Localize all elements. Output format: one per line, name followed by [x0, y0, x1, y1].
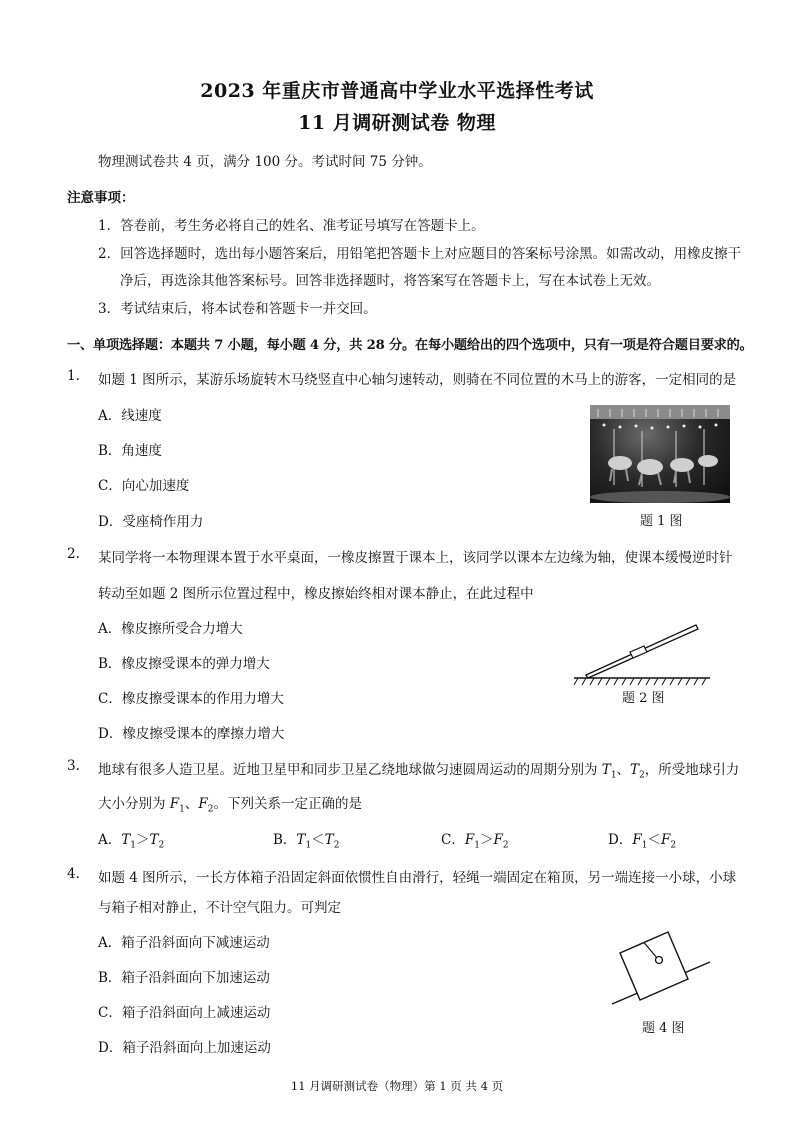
option-d: D．受座椅作用力: [98, 514, 204, 530]
exam-subtitle: 11 月调研测试卷 物理: [298, 112, 496, 134]
question-stem-cont: 转动至如题 2 图所示位置过程中，橡皮擦始终相对课本静止，在此过程中: [98, 586, 534, 602]
question-number: 2.: [67, 546, 80, 562]
page-footer: 11 月调研测试卷（物理）第 1 页 共 4 页: [290, 1079, 504, 1093]
option-b: B．箱子沿斜面向下加速运动: [98, 970, 270, 986]
exam-info: 物理测试卷共 4 页，满分 100 分。考试时间 75 分钟。: [98, 154, 432, 170]
option-c: C．箱子沿斜面向上减速运动: [98, 1005, 271, 1021]
carousel-photo: [590, 405, 730, 503]
option-d: D．箱子沿斜面向上加速运动: [98, 1040, 271, 1056]
option-a: A．箱子沿斜面向下减速运动: [98, 935, 270, 951]
question-stem: 某同学将一本物理课本置于水平桌面，一橡皮擦置于课本上，该同学以课本左边缘为轴，使课本缓慢逆时针: [98, 550, 733, 566]
option-c: C．橡皮擦受课本的作用力增大: [98, 691, 284, 707]
question-number: 1.: [67, 368, 80, 384]
option-c: C．向心加速度: [98, 478, 190, 494]
option-a: A．线速度: [98, 408, 162, 424]
notes-item-1: 1．答卷前，考生务必将自己的姓名、准考证号填写在答题卡上。: [98, 218, 485, 234]
question-number: 4.: [67, 866, 80, 882]
figure-caption: 题 2 图: [622, 691, 665, 706]
question-stem: 地球有很多人造卫星。近地卫星甲和同步卫星乙绕地球做匀速圆周运动的周期分别为 $T_1$、$T_2$，所受地球引力: [98, 762, 740, 781]
option-b: B．$T_1<T_2$: [273, 832, 340, 851]
question-number: 3.: [67, 758, 80, 774]
question-stem: 如题 4 图所示，一长方体箱子沿固定斜面依惯性自由滑行，轻绳一端固定在箱顶，另一端连接一小球，小球: [98, 870, 737, 886]
inclined-book-diagram: [570, 620, 720, 690]
exam-title: 2023 年重庆市普通高中学业水平选择性考试: [200, 80, 594, 102]
question-stem-cont: 与箱子相对静止，不计空气阻力。可判定: [98, 900, 341, 916]
section-heading: 一、单项选择题：本题共 7 小题，每小题 4 分，共 28 分。在每小题给出的四个选项中，只有一项是符合题目要求的。: [67, 338, 753, 353]
notes-item-2-cont: 净后，再选涂其他答案标号。回答非选择题时，将答案写在答题卡上，写在本试卷上无效。: [120, 273, 660, 289]
option-c: C．$F_1>F_2$: [441, 832, 509, 851]
option-d: D．$F_1<F_2$: [608, 832, 677, 851]
question-stem-cont: 大小分别为 $F_1$、$F_2$。下列关系一定正确的是: [98, 796, 363, 815]
option-a: A．$T_1>T_2$: [98, 832, 165, 851]
figure-caption: 题 1 图: [640, 514, 683, 529]
option-b: B．橡皮擦受课本的弹力增大: [98, 656, 270, 672]
option-d: D．橡皮擦受课本的摩擦力增大: [98, 726, 285, 742]
figure-caption: 题 4 图: [642, 1021, 685, 1036]
box-on-incline-diagram: [600, 906, 716, 1010]
question-stem: 如题 1 图所示，某游乐场旋转木马绕竖直中心轴匀速转动，则骑在不同位置的木马上的游客，一定相同的是: [98, 372, 737, 388]
option-b: B．角速度: [98, 443, 162, 459]
option-a: A．橡皮擦所受合力增大: [98, 621, 243, 637]
notes-heading: 注意事项：: [67, 190, 135, 206]
carousel-illustration: [590, 405, 730, 503]
notes-item-3: 3．考试结束后，将本试卷和答题卡一并交回。: [98, 301, 377, 317]
notes-item-2: 2．回答选择题时，选出每小题答案后，用铅笔把答题卡上对应题目的答案标号涂黑。如需改动，用橡皮擦干: [98, 246, 742, 262]
